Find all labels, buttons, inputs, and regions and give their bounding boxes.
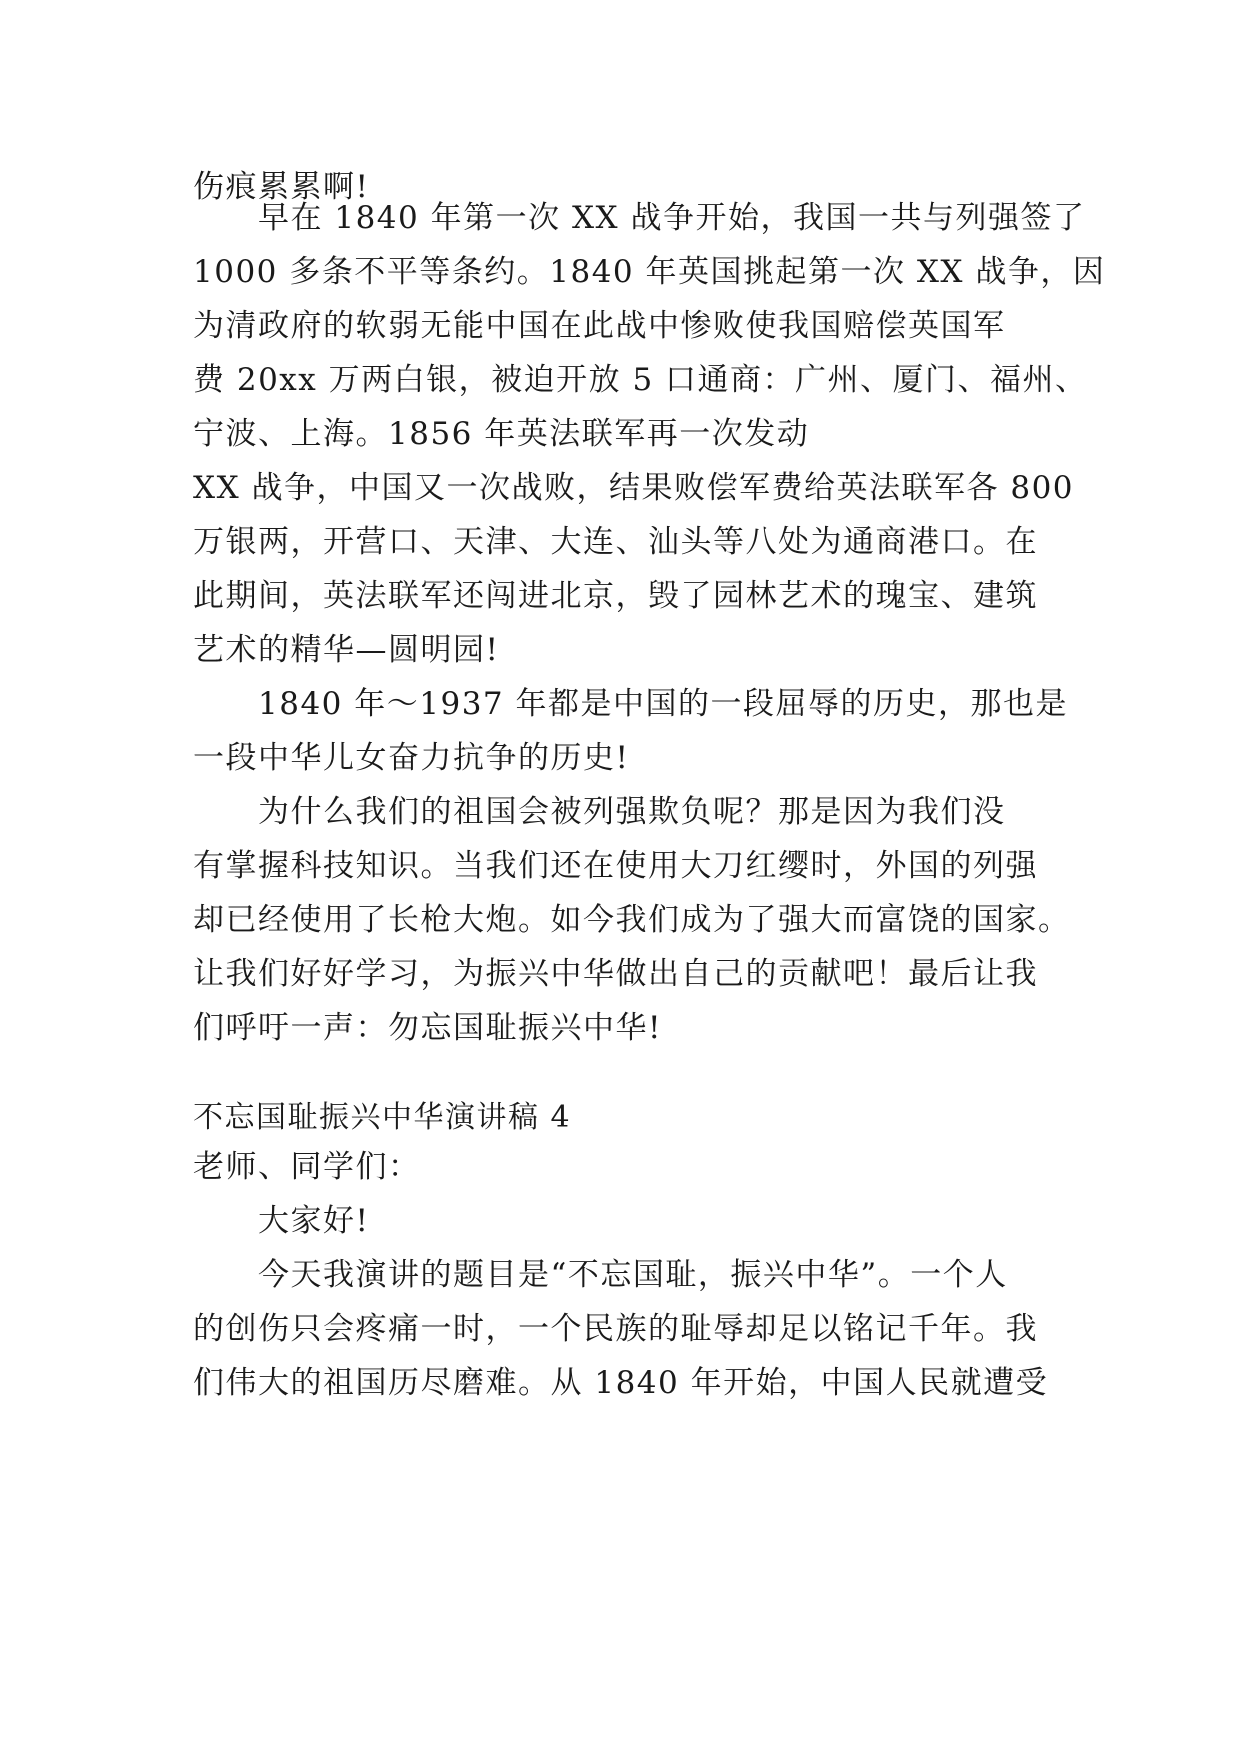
paragraph-line: 一段中华儿女奋力抗争的历史!: [193, 740, 630, 776]
paragraph-line: 万银两，开营口、天津、大连、汕头等八处为通商港口。在: [193, 524, 1038, 560]
salutation: 老师、同学们：: [193, 1149, 421, 1185]
paragraph-line: 艺术的精华—圆明园!: [193, 632, 500, 668]
paragraph-line: 1000 多条不平等条约。1840 年英国挑起第一次 XX 战争，因: [193, 254, 1106, 290]
paragraph-line: 为清政府的软弱无能中国在此战中惨败使我国赔偿英国军: [193, 308, 1006, 344]
speech-line: 们伟大的祖国历尽磨难。从 1840 年开始，中国人民就遭受: [193, 1365, 1049, 1401]
paragraph-line: 费 20xx 万两白银，被迫开放 5 口通商：广州、厦门、福州、: [193, 362, 1088, 398]
paragraph-line: 宁波、上海。1856 年英法联军再一次发动: [193, 416, 810, 452]
section-title: 不忘国耻振兴中华演讲稿 4: [193, 1100, 572, 1135]
paragraph-line: 有掌握科技知识。当我们还在使用大刀红缨时，外国的列强: [193, 848, 1038, 884]
paragraph-line: 早在 1840 年第一次 XX 战争开始，我国一共与列强签了: [258, 200, 1086, 236]
paragraph-line: XX 战争，中国又一次战败，结果败偿军费给英法联军各 800: [193, 470, 1075, 506]
paragraph-line: 却已经使用了长枪大炮。如今我们成为了强大而富饶的国家。: [193, 902, 1071, 938]
paragraph-line: 们呼吁一声：勿忘国耻振兴中华!: [193, 1010, 662, 1046]
greeting: 大家好!: [258, 1203, 370, 1239]
speech-line: 的创伤只会疼痛一时，一个民族的耻辱却足以铭记千年。我: [193, 1311, 1038, 1347]
paragraph-line: 1840 年～1937 年都是中国的一段屈辱的历史，那也是: [258, 686, 1068, 722]
paragraph-line: 让我们好好学习，为振兴中华做出自己的贡献吧！最后让我: [193, 956, 1038, 992]
paragraph-line: 此期间，英法联军还闯进北京，毁了园林艺术的瑰宝、建筑: [193, 578, 1038, 614]
paragraph-line: 伤痕累累啊!: [193, 169, 370, 205]
speech-line: 今天我演讲的题目是“不忘国耻，振兴中华”。一个人: [258, 1257, 1008, 1293]
paragraph-line: 为什么我们的祖国会被列强欺负呢？那是因为我们没: [258, 794, 1006, 830]
